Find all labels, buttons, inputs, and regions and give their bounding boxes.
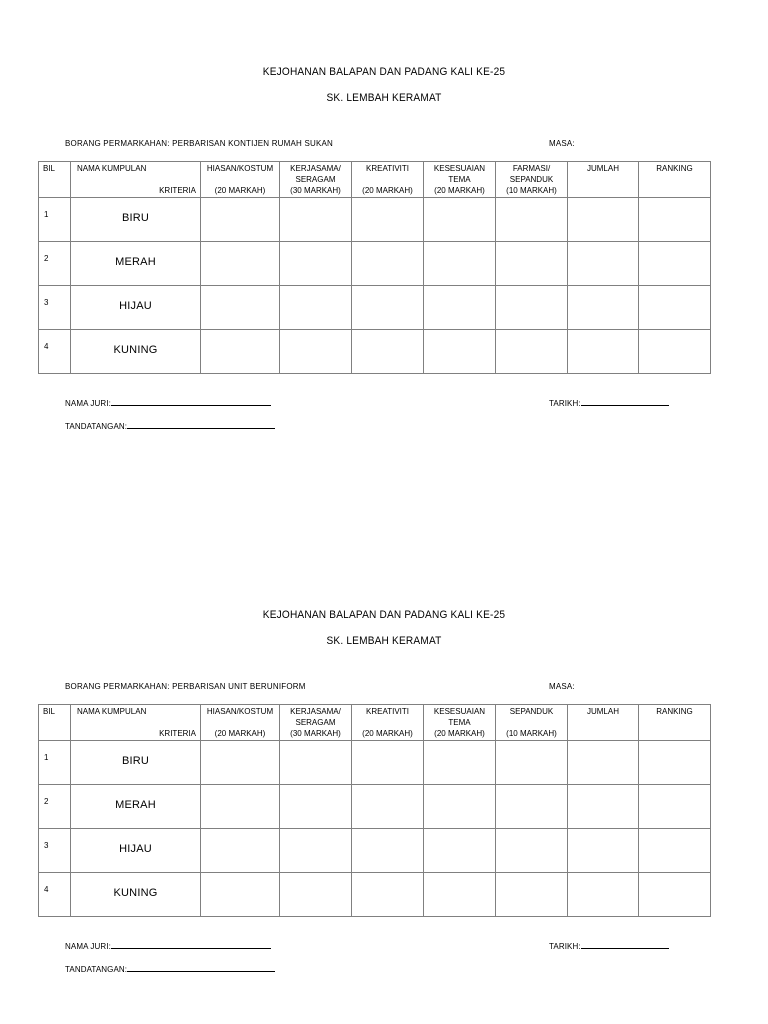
- table-row: [39, 741, 711, 785]
- header-kesesuaian: KESESUAIAN TEMA (20 MARKAH): [424, 162, 496, 198]
- score-cell[interactable]: [201, 198, 280, 242]
- bil-cell: 2: [39, 785, 71, 829]
- signature-line: [111, 940, 271, 949]
- team-cell: KUNING: [71, 330, 201, 374]
- jumlah-cell[interactable]: [568, 330, 639, 374]
- bil-cell: 4: [39, 873, 71, 917]
- event-title: KEJOHANAN BALAPAN DAN PADANG KALI KE-25: [262, 609, 506, 621]
- score-cell[interactable]: [496, 873, 568, 917]
- signature-line: [111, 397, 271, 406]
- score-cell[interactable]: [424, 242, 496, 286]
- header-ranking: RANKING: [639, 705, 711, 741]
- table-row: [39, 286, 711, 330]
- tandatangan-field[interactable]: TANDATANGAN:: [65, 420, 275, 431]
- score-cell[interactable]: [424, 330, 496, 374]
- header-ranking: RANKING: [639, 162, 711, 198]
- score-cell[interactable]: [424, 286, 496, 330]
- table-row: [39, 785, 711, 829]
- score-cell[interactable]: [352, 198, 424, 242]
- jumlah-cell[interactable]: [568, 198, 639, 242]
- header-jumlah: JUMLAH: [568, 705, 639, 741]
- jumlah-cell[interactable]: [568, 829, 639, 873]
- header-kriteria: KRITERIA: [159, 729, 196, 738]
- score-cell[interactable]: [352, 741, 424, 785]
- school-name: SK. LEMBAH KERAMAT: [326, 635, 442, 647]
- score-cell[interactable]: [496, 741, 568, 785]
- score-cell[interactable]: [280, 741, 352, 785]
- form-label: BORANG PERMARKAHAN: PERBARISAN KONTIJEN RUMAH SUKAN: [65, 139, 334, 148]
- header-bil: BIL: [39, 162, 71, 198]
- bil-cell: 1: [39, 741, 71, 785]
- score-cell[interactable]: [496, 286, 568, 330]
- score-cell[interactable]: [496, 330, 568, 374]
- jumlah-cell[interactable]: [568, 873, 639, 917]
- bil-cell: 4: [39, 330, 71, 374]
- team-cell: BIRU: [71, 198, 201, 242]
- score-cell[interactable]: [201, 242, 280, 286]
- score-cell[interactable]: [424, 785, 496, 829]
- signature-line: [581, 397, 669, 406]
- table-row: [39, 242, 711, 286]
- score-cell[interactable]: [352, 873, 424, 917]
- score-cell[interactable]: [280, 829, 352, 873]
- bil-cell: 1: [39, 198, 71, 242]
- score-cell[interactable]: [424, 873, 496, 917]
- score-cell[interactable]: [424, 829, 496, 873]
- header-bil: BIL: [39, 705, 71, 741]
- ranking-cell[interactable]: [639, 873, 711, 917]
- nama-juri-field[interactable]: NAMA JURI:: [65, 940, 271, 951]
- team-cell: KUNING: [71, 873, 201, 917]
- jumlah-cell[interactable]: [568, 741, 639, 785]
- score-cell[interactable]: [352, 242, 424, 286]
- tandatangan-field[interactable]: TANDATANGAN:: [65, 963, 275, 974]
- team-cell: MERAH: [71, 242, 201, 286]
- team-cell: BIRU: [71, 741, 201, 785]
- bil-cell: 2: [39, 242, 71, 286]
- ranking-cell[interactable]: [639, 242, 711, 286]
- bil-cell: 3: [39, 829, 71, 873]
- score-cell[interactable]: [201, 785, 280, 829]
- header-kriteria: KRITERIA: [159, 186, 196, 195]
- jumlah-cell[interactable]: [568, 242, 639, 286]
- table-row: [39, 873, 711, 917]
- score-cell[interactable]: [201, 873, 280, 917]
- score-cell[interactable]: [280, 242, 352, 286]
- header-hiasan: HIASAN/KOSTUM (20 MARKAH): [201, 162, 280, 198]
- score-cell[interactable]: [352, 286, 424, 330]
- score-cell[interactable]: [201, 829, 280, 873]
- ranking-cell[interactable]: [639, 198, 711, 242]
- score-table: [38, 161, 711, 374]
- jumlah-cell[interactable]: [568, 785, 639, 829]
- header-hiasan: HIASAN/KOSTUM (20 MARKAH): [201, 705, 280, 741]
- header-farmasi-sepanduk: FARMASI/ SEPANDUK (10 MARKAH): [496, 162, 568, 198]
- score-cell[interactable]: [352, 330, 424, 374]
- score-cell[interactable]: [201, 286, 280, 330]
- score-cell[interactable]: [201, 741, 280, 785]
- bil-cell: 3: [39, 286, 71, 330]
- header-kesesuaian: KESESUAIAN TEMA (20 MARKAH): [424, 705, 496, 741]
- nama-juri-field[interactable]: NAMA JURI:: [65, 397, 271, 408]
- ranking-cell[interactable]: [639, 741, 711, 785]
- table-header-row: [39, 162, 711, 198]
- score-cell[interactable]: [496, 242, 568, 286]
- header-kerjasama: KERJASAMA/ SERAGAM (30 MARKAH): [280, 162, 352, 198]
- header-kreativiti: KREATIVITI (20 MARKAH): [352, 162, 424, 198]
- header-jumlah: JUMLAH: [568, 162, 639, 198]
- header-sepanduk: SEPANDUK (10 MARKAH): [496, 705, 568, 741]
- signature-line: [127, 963, 275, 972]
- ranking-cell[interactable]: [639, 785, 711, 829]
- signature-line: [581, 940, 669, 949]
- header-nama-kumpulan: NAMA KUMPULAN KRITERIA: [71, 162, 201, 198]
- team-cell: HIJAU: [71, 829, 201, 873]
- jumlah-cell[interactable]: [568, 286, 639, 330]
- score-cell[interactable]: [496, 829, 568, 873]
- score-cell[interactable]: [280, 330, 352, 374]
- form-label: BORANG PERMARKAHAN: PERBARISAN UNIT BERUNIFORM: [65, 682, 306, 691]
- score-cell[interactable]: [424, 198, 496, 242]
- ranking-cell[interactable]: [639, 330, 711, 374]
- signature-line: [127, 420, 275, 429]
- masa-label: MASA:: [549, 682, 575, 691]
- score-cell[interactable]: [280, 785, 352, 829]
- score-cell[interactable]: [352, 829, 424, 873]
- score-cell[interactable]: [352, 785, 424, 829]
- tarikh-field[interactable]: TARIKH:: [549, 940, 669, 951]
- score-cell[interactable]: [280, 286, 352, 330]
- score-cell[interactable]: [280, 198, 352, 242]
- header-kerjasama: KERJASAMA/ SERAGAM (30 MARKAH): [280, 705, 352, 741]
- table-row: [39, 330, 711, 374]
- score-cell[interactable]: [496, 198, 568, 242]
- score-cell[interactable]: [201, 330, 280, 374]
- score-table: [38, 704, 711, 917]
- table-row: [39, 198, 711, 242]
- score-cell[interactable]: [496, 785, 568, 829]
- score-cell[interactable]: [424, 741, 496, 785]
- header-kreativiti: KREATIVITI (20 MARKAH): [352, 705, 424, 741]
- ranking-cell[interactable]: [639, 286, 711, 330]
- event-title: KEJOHANAN BALAPAN DAN PADANG KALI KE-25: [262, 66, 506, 78]
- score-cell[interactable]: [280, 873, 352, 917]
- table-header-row: [39, 705, 711, 741]
- masa-label: MASA:: [549, 139, 575, 148]
- school-name: SK. LEMBAH KERAMAT: [326, 92, 442, 104]
- ranking-cell[interactable]: [639, 829, 711, 873]
- table-row: [39, 829, 711, 873]
- team-cell: MERAH: [71, 785, 201, 829]
- header-nama-kumpulan: NAMA KUMPULAN KRITERIA: [71, 705, 201, 741]
- tarikh-field[interactable]: TARIKH:: [549, 397, 669, 408]
- team-cell: HIJAU: [71, 286, 201, 330]
